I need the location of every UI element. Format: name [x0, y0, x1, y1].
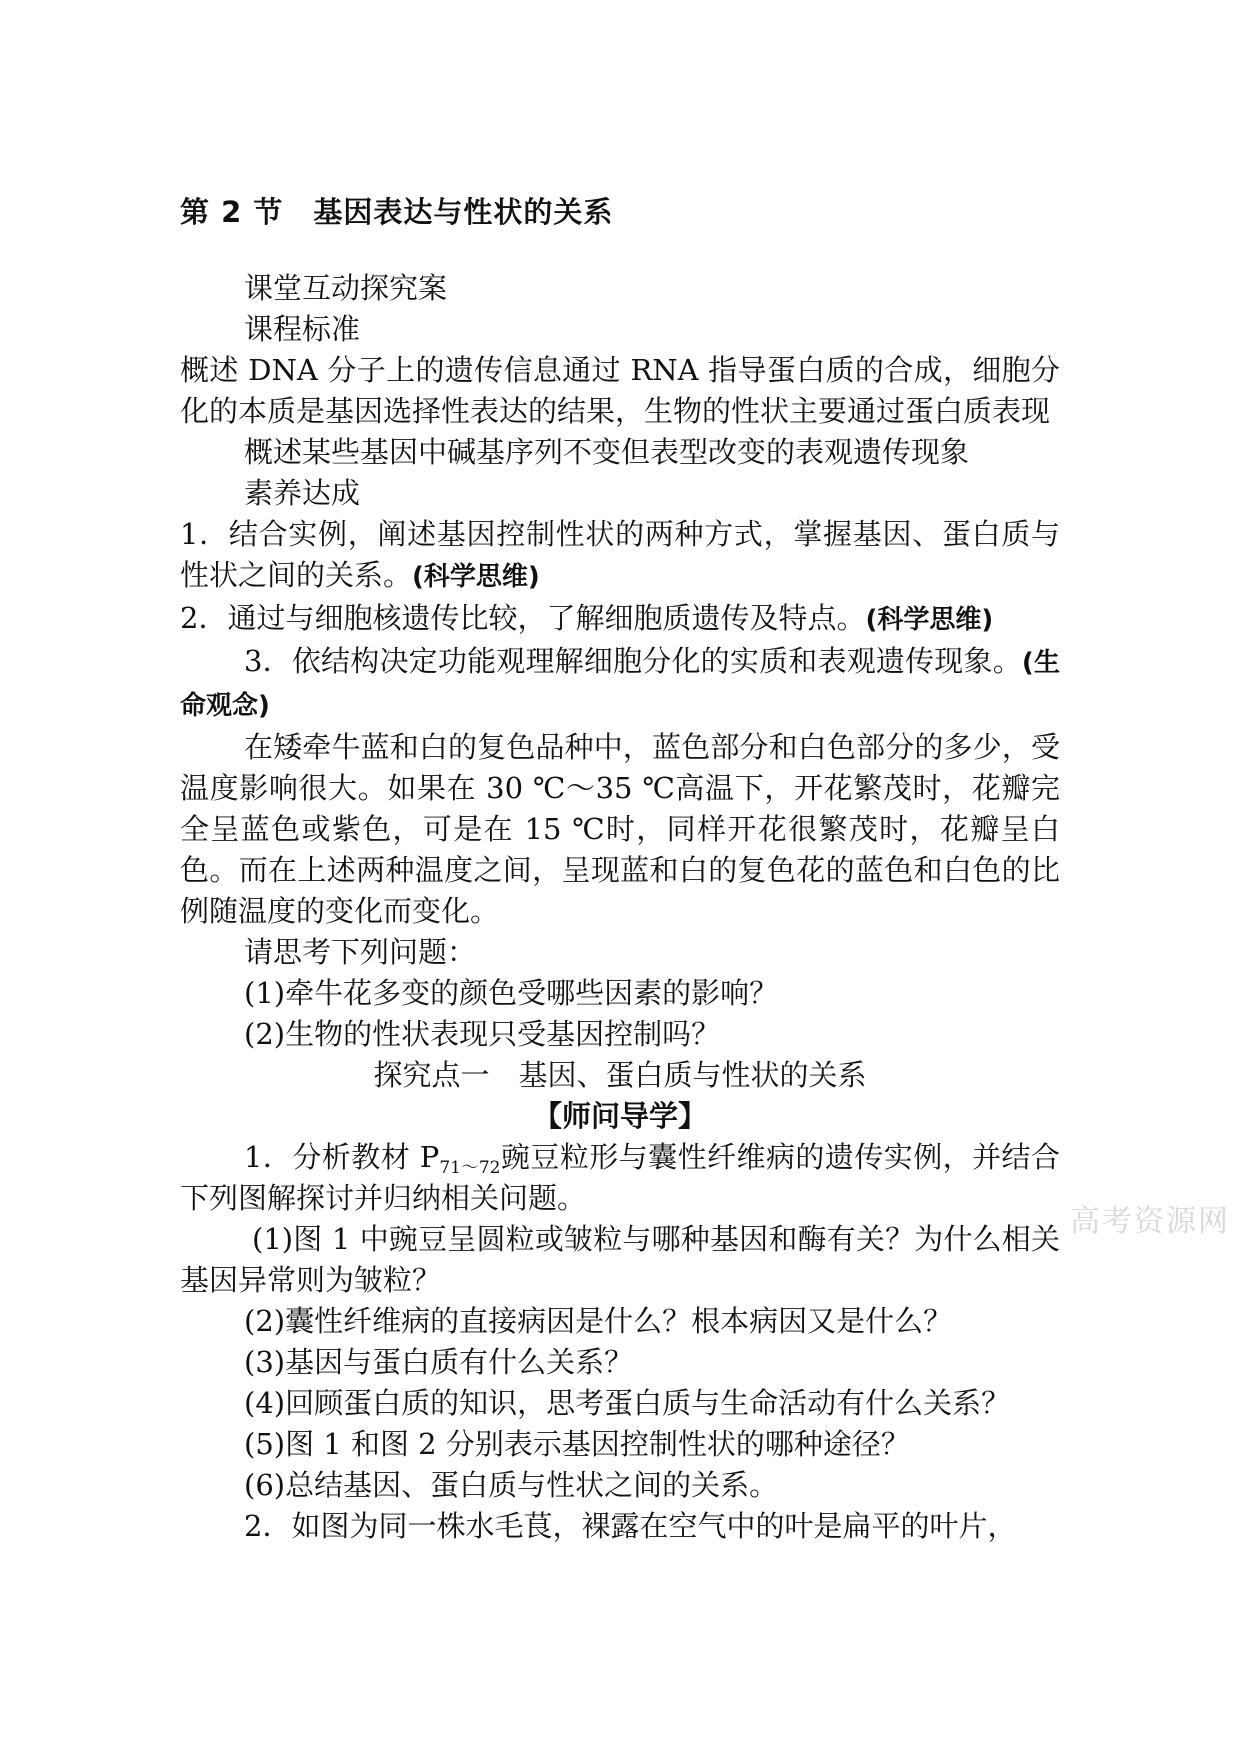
heading-classroom: 课堂互动探究案: [244, 271, 448, 305]
item-1: 1．分析教材 $P_{71\sim 72}$豌豆粒形与囊性纤维病的遗传实例，并结合下列图解探讨并归纳相关问题。: [180, 1140, 1061, 1215]
intro-paragraph: 在矮牵牛蓝和白的复色品种中，蓝色部分和白色部分的多少，受温度影响很大。如果在 30 ℃～35 ℃高温下，开花繁茂时，花瓣完全呈蓝色或紫色，可是在 15 ℃时，同样开花很繁茂时，花瓣呈白色。而在上述两种温度之间，呈现蓝和白的复色花的蓝色和白色的比例随温度的变化而变化。: [180, 730, 1060, 928]
goal-1: 1．结合实例，阐述基因控制性状的两种方式，掌握基因、蛋白质与性状之间的关系。(科学思维): [180, 517, 1060, 592]
teacher-guide-heading: 【师问导学】: [532, 1099, 707, 1133]
sub-question-5: (5)图 1 和图 2 分别表示基因控制性状的哪种途径？: [244, 1427, 910, 1461]
section-heading: 探究点一 基因、蛋白质与性状的关系: [373, 1058, 867, 1092]
item-2: 2．如图为同一株水毛茛，裸露在空气中的叶是扁平的叶片，: [244, 1509, 1017, 1543]
sub-question-6: (6)总结基因、蛋白质与性状之间的关系。: [244, 1468, 779, 1502]
curriculum-standard-2: 概述某些基因中碱基序列不变但表型改变的表观遗传现象: [244, 435, 970, 469]
sub-question-1: (1)图 1 中豌豆呈圆粒或皱粒与哪种基因和酶有关？为什么相关基因异常则为皱粒？: [180, 1222, 1060, 1297]
watermark-text: 高考资源网: [1070, 1204, 1230, 1239]
goal-1-tag: (科学思维): [412, 562, 540, 592]
sub-question-2: (2)囊性纤维病的直接病因是什么？根本病因又是什么？: [244, 1304, 953, 1338]
goal-2-tag: (科学思维): [865, 605, 994, 635]
sub-question-4: (4)回顾蛋白质的知识，思考蛋白质与生命活动有什么关系？: [244, 1386, 1011, 1420]
heading-curriculum: 课程标准: [244, 312, 361, 346]
heading-literacy: 素养达成: [244, 476, 361, 510]
goal-3-tag: (生命观念): [180, 648, 1060, 721]
question-2: (2)生物的性状表现只受基因控制吗？: [244, 1017, 721, 1051]
goal-3: 3．依结构决定功能观理解细胞分化的实质和表观遗传现象。(生命观念): [180, 644, 1060, 721]
section-title: 第 2 节 基因表达与性状的关系: [180, 195, 614, 229]
question-1: (1)牵牛花多变的颜色受哪些因素的影响？: [244, 976, 779, 1010]
sub-question-3: (3)基因与蛋白质有什么关系？: [244, 1345, 634, 1379]
page-range-sub: 71～72: [439, 1158, 501, 1178]
curriculum-standard-1: 概述 DNA 分子上的遗传信息通过 RNA 指导蛋白质的合成，细胞分化的本质是基因选择性表达的结果，生物的性状主要通过蛋白质表现: [180, 353, 1060, 428]
goal-2: 2．通过与细胞核遗传比较，了解细胞质遗传及特点。(科学思维): [180, 601, 994, 635]
think-prompt: 请思考下列问题：: [244, 935, 477, 969]
document-body: [180, 268, 1060, 1547]
